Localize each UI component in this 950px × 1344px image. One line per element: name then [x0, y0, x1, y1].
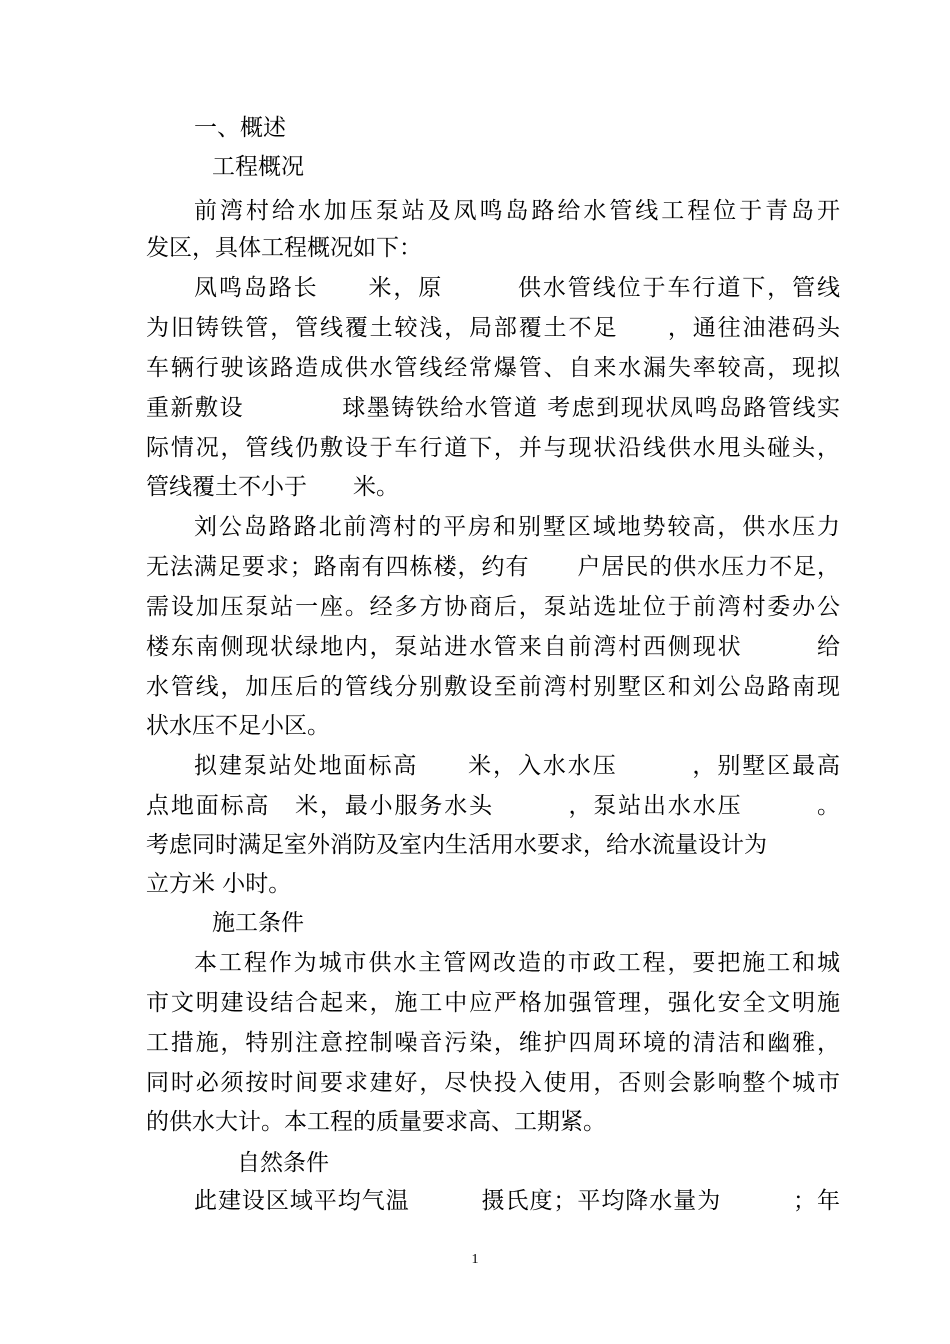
- paragraph-line: 为旧铸铁管，管线覆土较浅，局部覆土不足 ，通往油港码头: [146, 315, 840, 341]
- paragraph-line: 车辆行驶该路造成供水管线经常爆管、自来水漏失率较高，现拟: [146, 355, 840, 381]
- paragraph-line: 点地面标高 米，最小服务水头 ，泵站出水水压 。: [146, 793, 840, 819]
- subheading-project-overview: 工程概况: [212, 154, 304, 180]
- paragraph-line: 前湾村给水加压泵站及凤鸣岛路给水管线工程位于青岛开: [194, 198, 840, 224]
- paragraph-line: 楼东南侧现状绿地内，泵站进水管来自前湾村西侧现状 给: [146, 634, 840, 660]
- subheading-natural-conditions: 自然条件: [237, 1150, 329, 1176]
- page-number: 1: [471, 1252, 479, 1267]
- paragraph-line: 的供水大计。本工程的质量要求高、工期紧。: [146, 1109, 606, 1135]
- paragraph-line: 同时必须按时间要求建好，尽快投入使用，否则会影响整个城市: [146, 1070, 840, 1096]
- paragraph-line: 需设加压泵站一座。经多方协商后，泵站选址位于前湾村委办公: [146, 594, 840, 620]
- paragraph-line: 此建设区域平均气温 摄氏度；平均降水量为 ；年: [194, 1188, 840, 1214]
- paragraph-line: 重新敷设 球墨铸铁给水管道 考虑到现状凤鸣岛路管线实: [146, 395, 840, 421]
- paragraph-line: 市文明建设结合起来，施工中应严格加强管理，强化安全文明施: [146, 990, 840, 1016]
- paragraph-line: 凤鸣岛路长 米，原 供水管线位于车行道下，管线: [194, 275, 840, 301]
- section-heading-overview: 一、概述: [194, 115, 286, 141]
- paragraph-line: 水管线，加压后的管线分别敷设至前湾村别墅区和刘公岛路南现: [146, 674, 840, 700]
- paragraph-line: 管线覆土不小于 米。: [146, 474, 399, 500]
- paragraph-line: 工措施，特别注意控制噪音污染，维护四周环境的清洁和幽雅，: [146, 1030, 840, 1056]
- paragraph-line: 本工程作为城市供水主管网改造的市政工程，要把施工和城: [194, 950, 840, 976]
- paragraph-line: 无法满足要求；路南有四栋楼，约有 户居民的供水压力不足，: [146, 554, 840, 580]
- paragraph-line: 状水压不足小区。: [146, 713, 330, 739]
- paragraph-line: 拟建泵站处地面标高 米，入水水压 ，别墅区最高: [194, 753, 840, 779]
- paragraph-line: 际情况，管线仍敷设于车行道下，并与现状沿线供水甩头碰头，: [146, 435, 840, 461]
- paragraph-line: 立方米 小时。: [146, 871, 292, 897]
- paragraph-line: 刘公岛路路北前湾村的平房和别墅区域地势较高，供水压力: [194, 514, 840, 540]
- paragraph-line: 发区，具体工程概况如下：: [146, 235, 422, 261]
- paragraph-line: 考虑同时满足室外消防及室内生活用水要求，给水流量设计为: [146, 832, 767, 858]
- subheading-construction-conditions: 施工条件: [212, 910, 304, 936]
